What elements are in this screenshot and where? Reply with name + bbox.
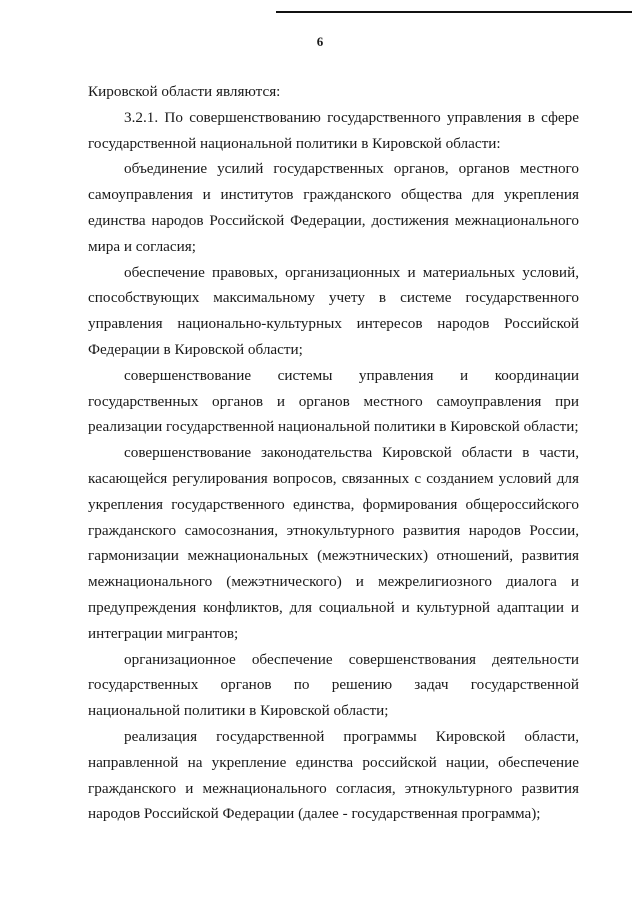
paragraph-continuation: Кировской области являются: (88, 83, 281, 100)
document-body (88, 79, 579, 827)
paragraph-item: обеспечение правовых, организационных и материальных условий, способствующих максимальному учету в системе государственного управления национально-культурных интересов народов Российской Федерации в Кировской области; (88, 263, 579, 358)
paragraph-item: реализация государственной программы Кировской области, направленной на укрепление единства российской нации, обеспечение гражданского и межнационального согласия, этнокультурного развития народов Российской Федерации (далее - государственная программа); (88, 727, 579, 823)
paragraph-item: объединение усилий государственных органов, органов местного самоуправления и институтов гражданского общества для укрепления единства народов Российской Федерации, достижения межнационального мира и согласия; (88, 160, 579, 255)
page-number: 6 (316, 34, 324, 49)
paragraph-item: совершенствование системы управления и координации государственных органов и органов местного самоуправления при реализации государственной национальной политики в Кировской области; (88, 366, 579, 436)
paragraph-item: совершенствование законодательства Кировской области в части, касающейся регулирования вопросов, связанных с созданием условий для укрепления государственного единства, формирования общероссийского гражданского самосознания, этнокультурного развития народов России, гармонизации межнациональных (межэтнических) отношений, развития межнационального (межэтнического) и межрелигиозного диалога и предупреждения конфликтов, для социальной и культурной адаптации и интеграции мигрантов; (88, 444, 579, 642)
paragraph-item: организационное обеспечение совершенствования деятельности государственных органов по решению задач государственной национальной политики в Кировской области; (88, 650, 579, 720)
paragraph-section-heading: 3.2.1. По совершенствованию государственного управления в сфере государственной национальной политики в Кировской области: (88, 108, 579, 152)
scan-edge-line (276, 11, 632, 13)
